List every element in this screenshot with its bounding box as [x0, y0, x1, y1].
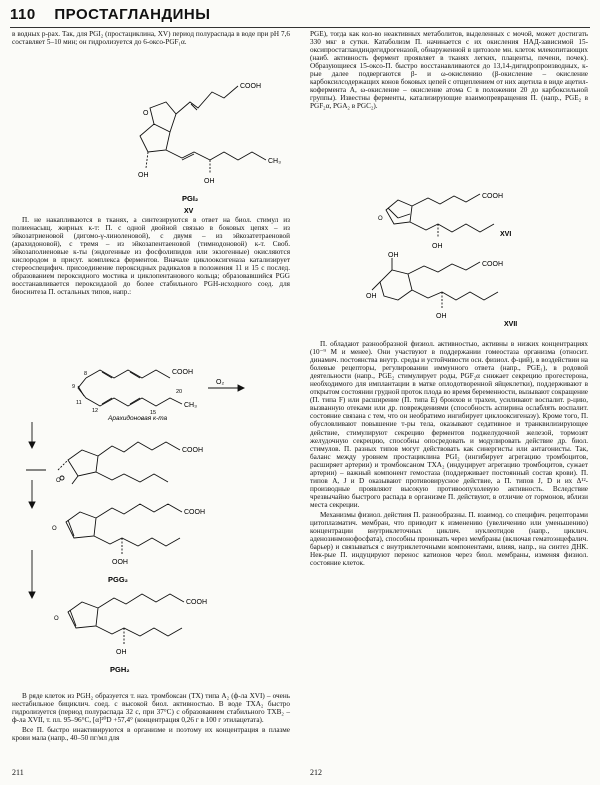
xvi-oh: OH: [432, 243, 443, 250]
xvii-oh-1: OH: [388, 252, 399, 259]
left-paragraph-3: В ряде клеток из PGH₂ образуется т. наз. тромбоксан (TX) типа A₂ (ф-ла XVI) – очень нестабильное бициклич. соед. с высокой биол. активностью. В воде TXA₂ быстро гидролизуется (период полураспада 32 с, при 37°C) с образованием стабильного TXB₂ – ф-ла XVII, т. пл. 95–96°C, [α]²⁰D +57,4° (концентрация 0,26 г в 100 г этилацетата).: [12, 692, 290, 725]
pgg2-cooh: COOH: [184, 509, 205, 516]
xvi-cooh: COOH: [482, 193, 503, 200]
xvi-omega-chain: [410, 222, 494, 232]
header-page-number: 110: [10, 6, 36, 23]
intermediate-ring: [68, 450, 98, 476]
left-paragraph-1: в водных р-рах. Так, для PGI₂ (простациклина, XV) период полураспада в воде при pH 7,6 составляет 5–10 мин; он гидролизуется до 6-оксо-PGF₁α.: [12, 30, 290, 47]
intermediate-omega-chain: [96, 472, 168, 482]
xv-omega-chain: [166, 150, 266, 160]
figure-biosynthesis-scheme: [12, 360, 290, 690]
left-column-mid: [12, 216, 290, 298]
right-page-number: 212: [310, 768, 322, 777]
xvii-numeral: XVII: [504, 321, 518, 328]
pgg2-o-label: O: [52, 526, 57, 532]
xv-oh-2: OH: [204, 178, 215, 185]
left-paragraph-4: Все П. быстро инактивируются в организме и поэтому их концентрация в плазме крови мала (напр., 40–50 пг/мл для: [12, 726, 290, 743]
xvi-ring: [386, 200, 412, 224]
right-column-bottom: [310, 340, 588, 569]
intermediate-o-label: O: [56, 478, 61, 484]
xvii-oh-3: OH: [436, 313, 447, 320]
xv-ring-oxygen: O: [143, 110, 149, 117]
pgh2-ring: [68, 602, 98, 628]
xvii-omega-chain: [412, 290, 498, 300]
intermediate-cooh: COOH: [182, 447, 203, 454]
arachidonic-acid-label: Арахидоновая к-та: [108, 415, 168, 422]
xv-formula-label: PGI₂: [182, 194, 199, 203]
header-rule: [10, 27, 590, 28]
left-page-number: 211: [12, 768, 24, 777]
xv-cooh: COOH: [240, 83, 261, 90]
pgh2-cooh: COOH: [186, 599, 207, 606]
xv-oh-1: OH: [138, 172, 149, 179]
pgg2-label: PGG₂: [108, 575, 129, 584]
xvi-alpha-chain: [412, 194, 480, 206]
pgh2-alpha-chain: [98, 594, 184, 608]
left-paragraph-2: П. не накапливаются в тканях, а синтезируются в ответ на биол. стимул из полиенасыщ. жирных к-т: П. с одной двойной связью в боковых цепях – из эйкозатриеновой (дигомо-γ-линоленовой), с двумя – из эйкозатетраеновой (арахидоновой), с тремя – из эйкозапентаеновой (тимнодоновой) к-т. Своб. эйкозаполиеновые к-ты (эндогенные из фосфолипидов или экзогенные) окисляются кислородом в присут. комплекса ферментов. Вначале циклооксигеназа катализирует стереоспецифич. присоединение пероксидных радикалов в положения 11 и 15 с послед. образованием пероксидного мостика и циклопентанового кольца; образовавшийся PGG восстанавливается пероксидазой до более стабильного PGH-исходного соед. для биосинтеза П. остальных типов, напр.:: [12, 216, 290, 297]
xvi-numeral: XVI: [500, 231, 512, 238]
right-paragraph-1: PGE), тогда как кол-во неактивных метаболитов, выделенных с мочой, может достигать 330 мкг в сутки. Катаболизм П. начинается с их окисления НАД-зависимой 15-оксипростагландиндегидрогеназой, обнаруженной в цитозоле мн. клеток млекопитающих (наиб. активность фермент проявляет в тканях легких, плаценты, печени, почек). Образующиеся 15-оксо-П. быстро восстанавливаются до 13,14-дигидропроизводных, к-рые далее подвергаются β- и ω-окислению (β-окисление – окисление карбоксилсодержащих конов боковых цепей с отщеплением от них ацетила в виде ацетил-кофермента А, ω-окисление – окисление атома C в положении 20 до карбоксильной группы). Известны ферменты, катализирующие взаимопревращения П. (напр., PGE₂ в PGF₂α, PGA₂ в PGC₂).: [310, 30, 588, 111]
xv-cyclopentane: [140, 124, 170, 152]
arachidonic-position-20: 20: [176, 389, 183, 395]
pgh2-omega-chain: [96, 626, 182, 636]
xv-alpha-chain: [176, 86, 238, 114]
arachidonic-ch3: CH₃: [184, 402, 197, 409]
position-label-5: 15: [150, 410, 157, 416]
position-label-3: 11: [76, 400, 82, 406]
left-column-bottom: [12, 692, 290, 744]
position-label-4: 12: [92, 408, 99, 414]
arachidonic-lower-chain: [78, 378, 182, 406]
pgg2-alpha-chain: [96, 504, 182, 518]
reagent-o2: O₂: [216, 379, 225, 386]
xv-numeral: XV: [184, 208, 194, 214]
intermediate-alpha-chain: [98, 442, 180, 456]
position-label-1: 9: [72, 384, 76, 390]
figure-xvii: [366, 252, 536, 328]
arachidonic-cooh: COOH: [172, 369, 193, 376]
right-column-top: [310, 30, 588, 112]
pgg2-omega-chain: [94, 536, 180, 546]
pgh2-label: PGH₂: [110, 665, 130, 674]
left-column-top: [12, 30, 290, 48]
header-title: ПРОСТАГЛАНДИНЫ: [54, 6, 211, 23]
xvi-ring-oxygen: O: [378, 216, 383, 222]
pgh2-o-label: O: [54, 616, 59, 622]
xvii-ring: [380, 270, 412, 300]
xvii-cooh: COOH: [482, 261, 503, 268]
xv-ch3: CH₃: [268, 158, 281, 165]
right-paragraph-2: П. обладают разнообразной физиол. активностью, активны в низких концентрациях (10⁻⁹ М и менее). Они участвуют в поддержании гомеостаза организма (относит. динамич. постоянства внутр. среды и устойчивости осн. физиол. ф-ций), в воздействии на болевые рецепторы, регулировании иммунного ответа (напр., PGE₁), в родовой деятельности (напр., PGE₂ стимулирует роды, PGF₂α снижает секрецию прогестерона, необходимого для имплантации в матке оплодотворенной яйцеклетки), поддерживают в открытом состоянии грудной проток плода во время беременности, вызывают сокращение (П. типа F) или расширение (П. типа E) бронхов и трахеи, усиливают воспалит. р-цию, вызванную отеками или др. повреждениями (способность аспирина ослаблять воспалит. состояние связана с тем, что он необратимо ингибирует циклооксигеназу). Кроме того, П. обусловливают повышение т-ры тела, оказывают седативное и транквилизирующее действие, стимулируют секрецию ферментов поджелудочной железой, тормозят желудочную секрецию, способны опосредовать и модулировать действие др. биол. стимулов. П. разных типов могут действовать как синергисты или антагонисты. Так, баланс между уровнем простациклина PGI₂ (ингибирует агрегацию тромбоцитов, расширяет артерии) и тромбоксаном TXA₂ (индуцирует агрегацию тромбоцитов, сужает артерии) – важный компонент гемостаза (поддерживает постоянный состав крови). П. типов A, J и D оказывают противовирусное действие, а П. типов J, D и их Δ¹²-производные проявляют высокую противоопухолевую активность. Вследствие чрезвычайно быстрого распада в организме П. действуют, в отличие от гормонов, вблизи места секреции.: [310, 340, 588, 509]
pgg2-ring: [66, 512, 96, 538]
figure-xvi: [372, 188, 532, 258]
pgg2-ooh: OOH: [112, 559, 128, 566]
xvii-alpha-chain: [408, 262, 480, 274]
running-header: [10, 6, 210, 23]
right-paragraph-3: Механизмы физиол. действия П. разнообразны. П. взаимод. со специфич. рецепторами цитоплазматич. мембран, что приводит к изменению (увеличению или уменьшению) концентрации внутриклеточных циклич. нуклеотидов (напр., циклич. аденозинмонофосфата), способны проникать через мембраны (включая гематоэнцефалич. барьер) и связываться с внутриклеточными компонентами, влияя, напр., на синтез ДНК. Нек-рые П. индуцируют перенос катионов через биол. мембраны, изменяя физиол. состояние клеток.: [310, 510, 588, 568]
xv-furan-ring: [150, 102, 176, 132]
xvii-oh-2: OH: [366, 293, 377, 300]
figure-xv: [120, 64, 290, 214]
position-label-2: 8: [84, 371, 88, 377]
arachidonic-upper-chain: [86, 370, 170, 378]
pgh2-oh: OH: [116, 649, 127, 656]
